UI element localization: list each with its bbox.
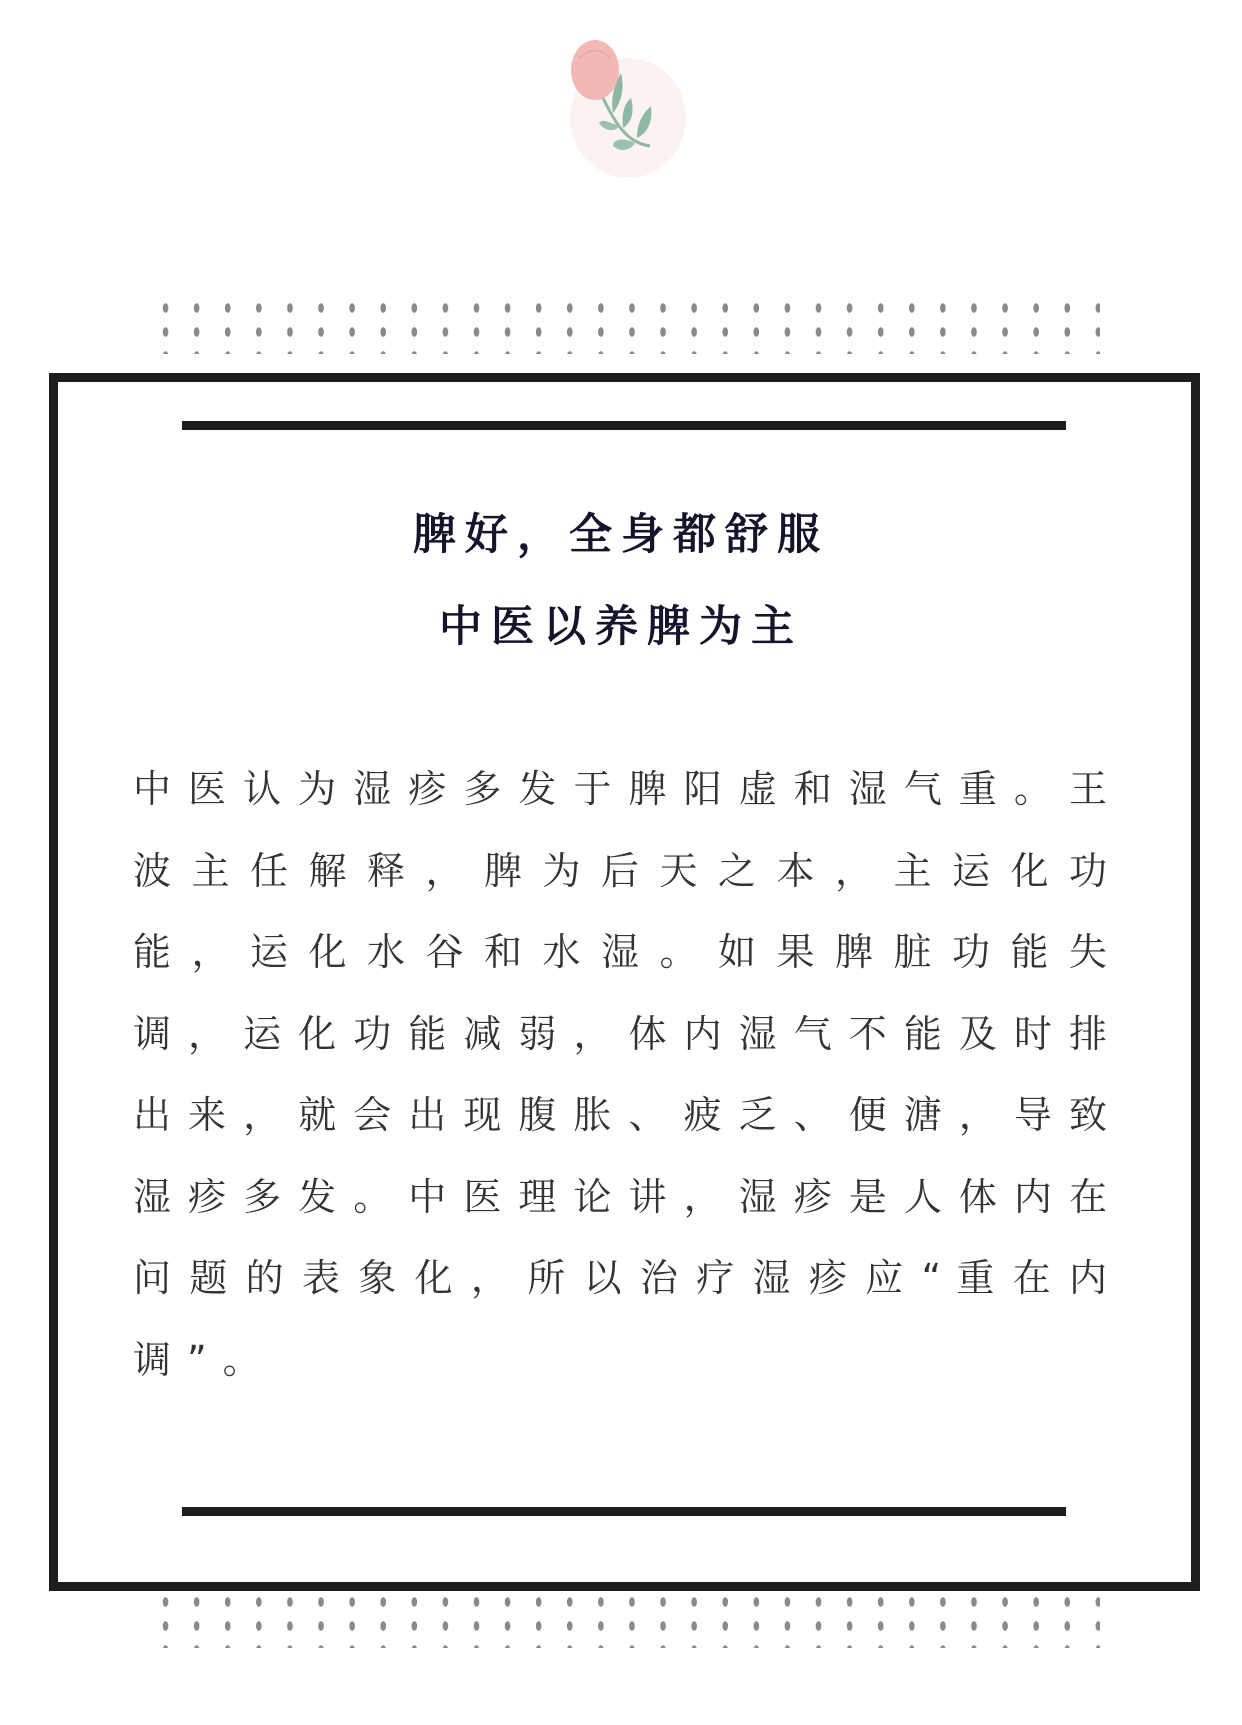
- body-line: 调”。: [133, 1337, 277, 1382]
- body-line: 调 ， 运 化 功 能 减 弱 ， 体 内 湿 气 不 能 及 时 排: [133, 1011, 1107, 1056]
- body-paragraph: [133, 762, 1107, 1414]
- body-line: 波 主 任 解 释 ， 脾 为 后 天 之 本 ， 主 运 化 功: [133, 848, 1107, 893]
- body-line: 能 ， 运 化 水 谷 和 水 湿 。 如 果 脾 脏 功 能 失: [133, 930, 1107, 974]
- title-line-2: 中医以养脾为主: [439, 602, 803, 652]
- body-line: 出 来 ， 就 会 出 现 腹 胀 、 疲 乏 、 便 溏 ， 导 致: [133, 1093, 1107, 1137]
- dot-pattern-bottom: [150, 1590, 1100, 1648]
- divider-top: [182, 421, 1066, 430]
- body-line: 湿 疹 多 发 。 中 医 理 论 讲 ， 湿 疹 是 人 体 内 在: [133, 1174, 1107, 1219]
- title-line-1: 脾好，全身都舒服: [413, 510, 829, 560]
- body-line: 中 医 认 为 湿 疹 多 发 于 脾 阳 虚 和 湿 气 重 。 王: [133, 767, 1107, 811]
- dot-pattern-top: [150, 296, 1100, 354]
- body-line: 问 题 的 表 象 化 ， 所 以 治 疗 湿 疹 应 “ 重 在 内: [133, 1256, 1107, 1300]
- divider-bottom: [182, 1507, 1066, 1516]
- flower-decoration-icon: [555, 28, 695, 183]
